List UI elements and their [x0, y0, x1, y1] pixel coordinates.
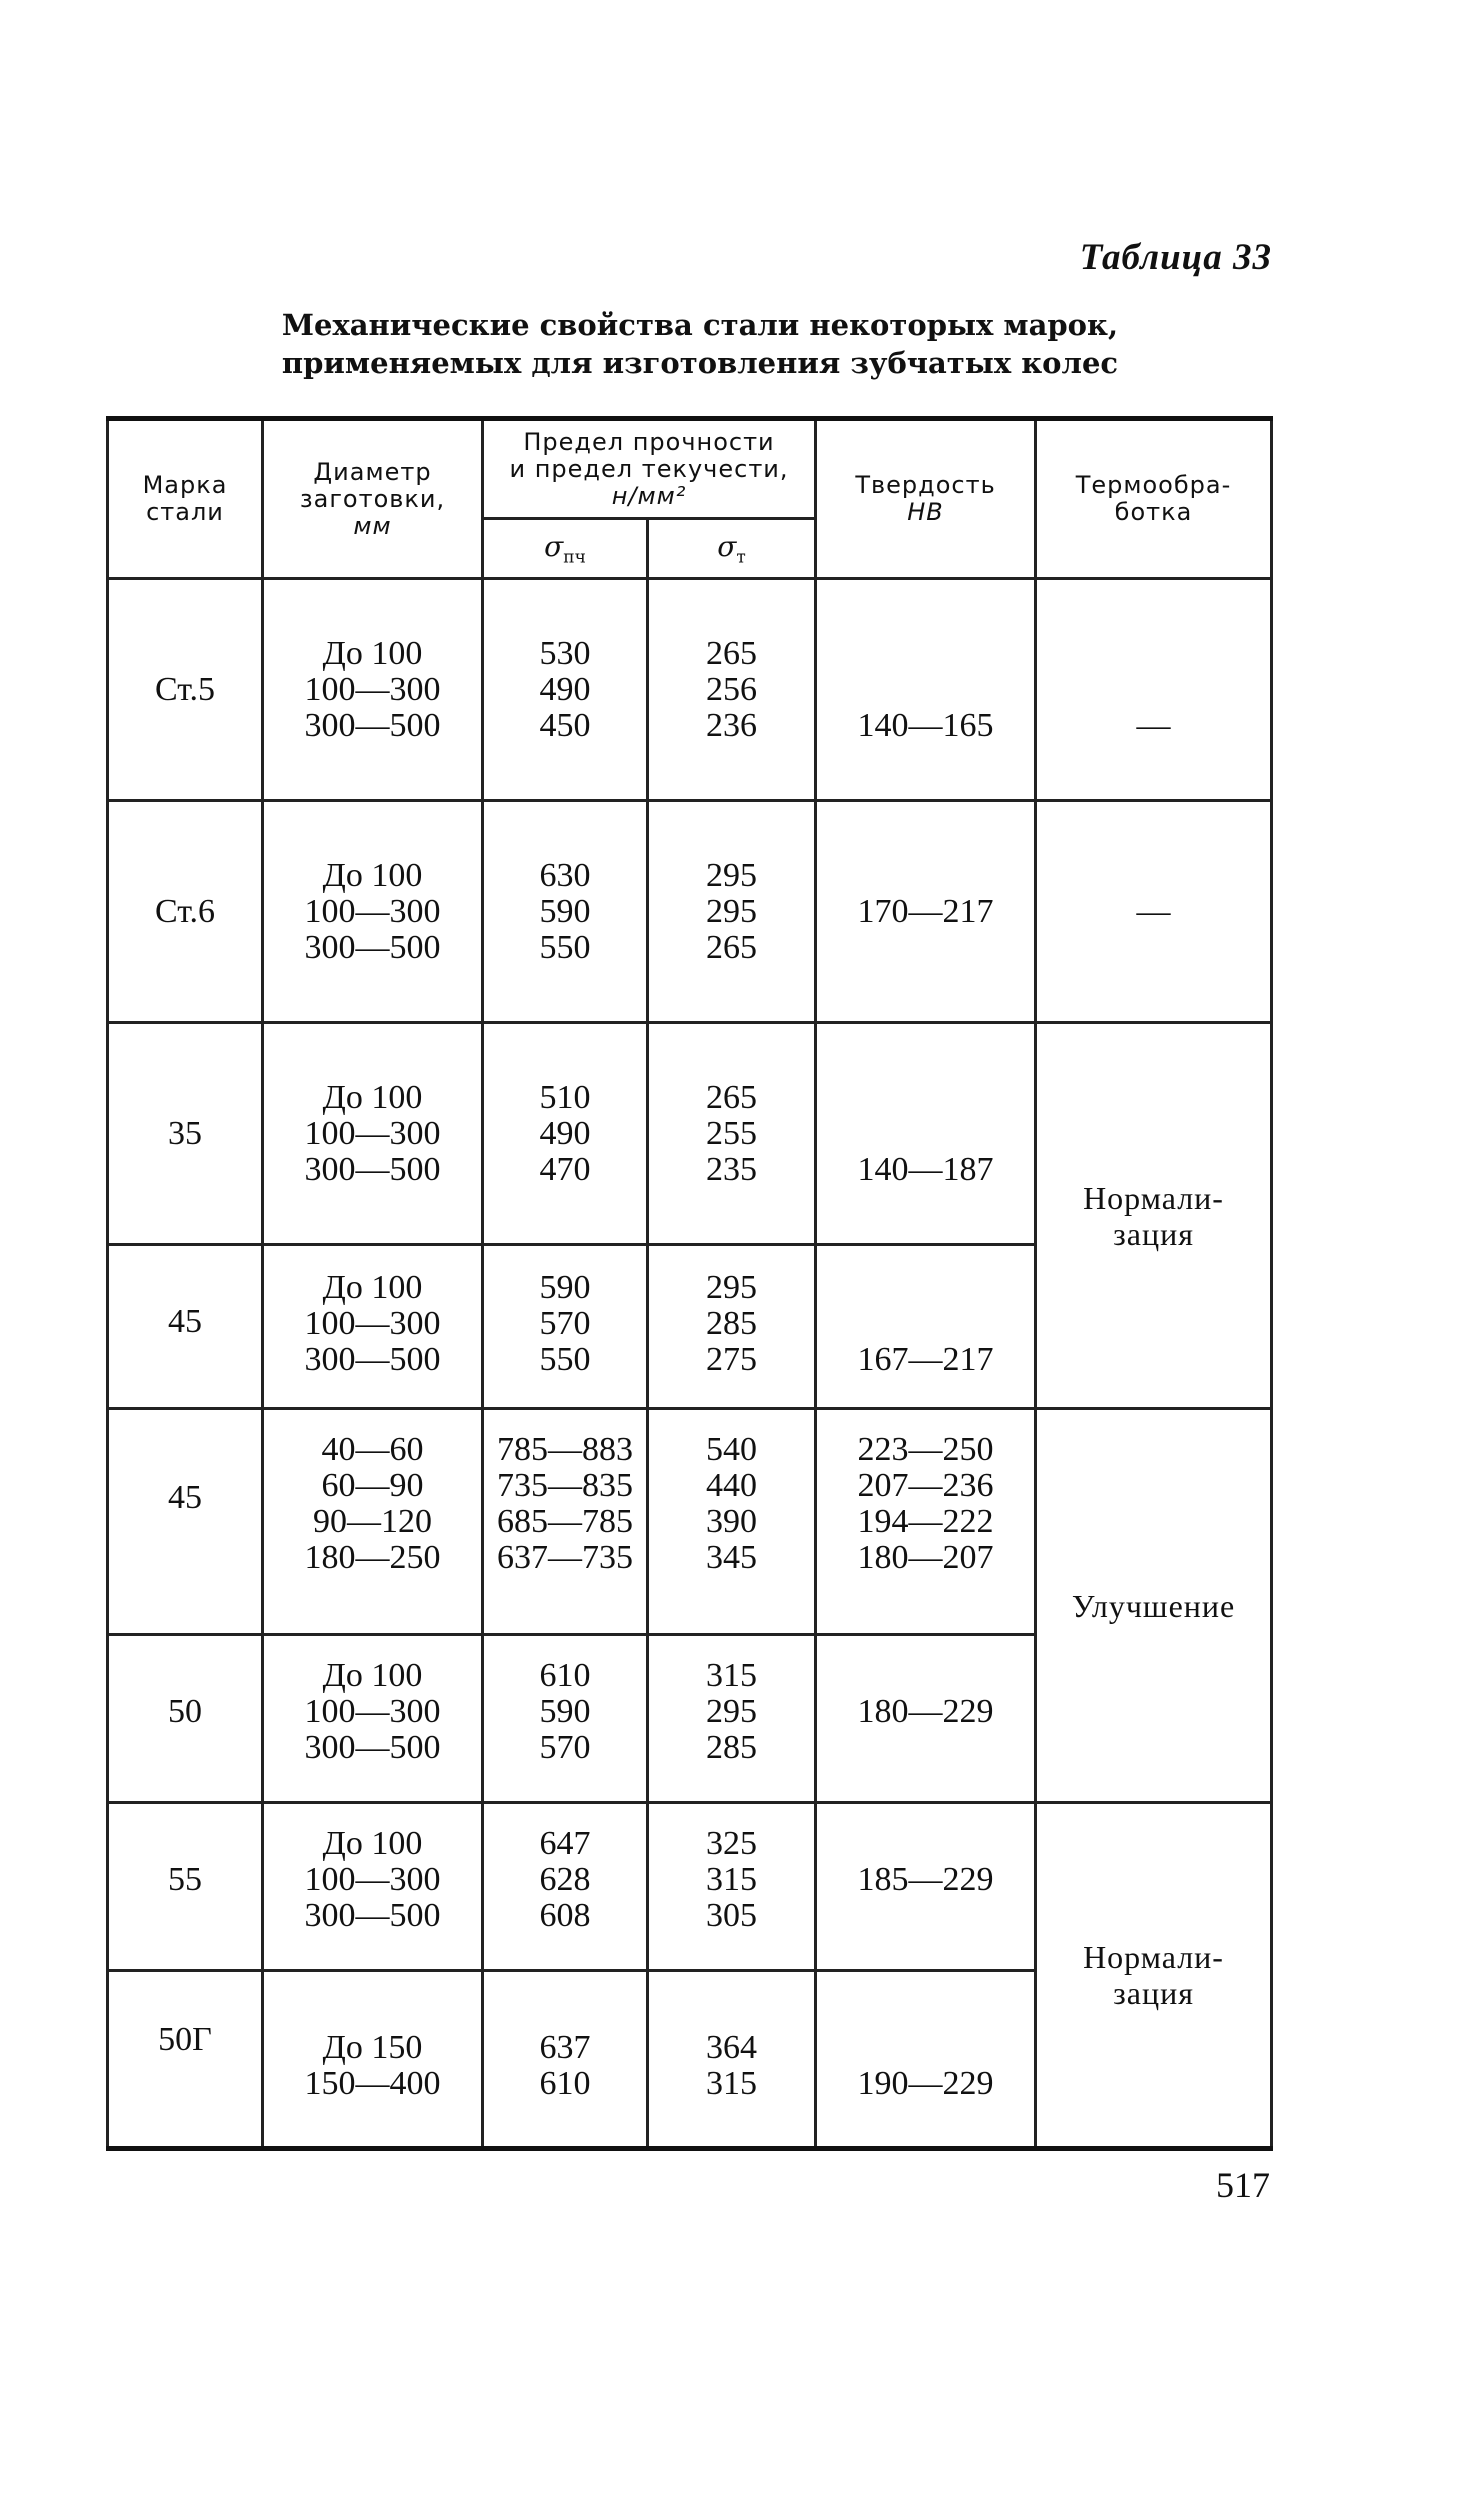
- heat-treatment-cell: Нормали- зация: [1036, 1803, 1272, 2149]
- heat-treatment-cell: —: [1036, 801, 1272, 1023]
- sigma-yield-cell: 315 295 285: [648, 1635, 816, 1803]
- hardness-cell: 140—165: [816, 579, 1036, 801]
- table-title-line: Механические свойства стали некоторых марок,: [281, 308, 1119, 342]
- heat-treatment-cell: —: [1036, 579, 1272, 801]
- table-label: Таблица 33: [1079, 237, 1272, 278]
- grade-cell: 35: [108, 1023, 263, 1245]
- sigma-yield-cell: 325 315 305: [648, 1803, 816, 1971]
- heat-treatment-cell: Нормали- зация: [1036, 1023, 1272, 1409]
- diameter-cell: До 100 100—300 300—500: [263, 1023, 483, 1245]
- table-row: [108, 1023, 1272, 1245]
- diameter-cell: До 100 100—300 300—500: [263, 579, 483, 801]
- diameter-cell: До 100 100—300 300—500: [263, 801, 483, 1023]
- table-title-line: применяемых для изготовления зубчатых колес: [281, 346, 1119, 380]
- header-sigma-ultimate: $\sigma_{пч}$: [483, 519, 648, 579]
- header-grade: Марка стали: [108, 419, 263, 579]
- hardness-cell: 185—229: [816, 1803, 1036, 1971]
- steel-properties-table: [106, 416, 1273, 2151]
- sigma-yield-cell: 540 440 390 345: [648, 1409, 816, 1635]
- heat-treatment-cell: Улучшение: [1036, 1409, 1272, 1803]
- table-row: [108, 579, 1272, 801]
- sigma-ultimate-cell: 637 610: [483, 1971, 648, 2149]
- grade-cell: Ст.6: [108, 801, 263, 1023]
- hardness-cell: 170—217: [816, 801, 1036, 1023]
- sigma-yield-cell: 295 285 275: [648, 1245, 816, 1409]
- header-row: [108, 419, 1272, 519]
- grade-cell: Ст.5: [108, 579, 263, 801]
- sigma-ultimate-cell: 647 628 608: [483, 1803, 648, 1971]
- grade-cell: 50Г: [108, 1971, 263, 2149]
- grade-cell: 50: [108, 1635, 263, 1803]
- header-sigma-yield: $\sigma_т$: [648, 519, 816, 579]
- page-number: 517: [1216, 2165, 1270, 2205]
- diameter-cell: До 100 100—300 300—500: [263, 1635, 483, 1803]
- sigma-yield-cell: 265 256 236: [648, 579, 816, 801]
- grade-cell: 45: [108, 1409, 263, 1635]
- header-diameter: Диаметр заготовки, мм: [263, 419, 483, 579]
- diameter-cell: До 100 100—300 300—500: [263, 1803, 483, 1971]
- sigma-ultimate-cell: 530 490 450: [483, 579, 648, 801]
- header-heat-treatment: Термообра- ботка: [1036, 419, 1272, 579]
- hardness-cell: 140—187: [816, 1023, 1036, 1245]
- header-hardness: Твердость НВ: [816, 419, 1036, 579]
- table-row: [108, 1803, 1272, 1971]
- hardness-cell: 167—217: [816, 1245, 1036, 1409]
- sigma-ultimate-cell: 630 590 550: [483, 801, 648, 1023]
- hardness-cell: 223—250 207—236 194—222 180—207: [816, 1409, 1036, 1635]
- diameter-cell: 40—60 60—90 90—120 180—250: [263, 1409, 483, 1635]
- grade-cell: 45: [108, 1245, 263, 1409]
- table-row: [108, 1409, 1272, 1635]
- diameter-cell: До 100 100—300 300—500: [263, 1245, 483, 1409]
- hardness-cell: 190—229: [816, 1971, 1036, 2149]
- table-row: [108, 801, 1272, 1023]
- grade-cell: 55: [108, 1803, 263, 1971]
- table-title: [240, 306, 1160, 382]
- sigma-yield-cell: 265 255 235: [648, 1023, 816, 1245]
- sigma-ultimate-cell: 510 490 470: [483, 1023, 648, 1245]
- sigma-ultimate-cell: 610 590 570: [483, 1635, 648, 1803]
- sigma-ultimate-cell: 590 570 550: [483, 1245, 648, 1409]
- hardness-cell: 180—229: [816, 1635, 1036, 1803]
- sigma-yield-cell: 295 295 265: [648, 801, 816, 1023]
- header-strength: Предел прочности и предел текучести, н/мм²: [483, 419, 816, 519]
- sigma-yield-cell: 364 315: [648, 1971, 816, 2149]
- sigma-ultimate-cell: 785—883 735—835 685—785 637—735: [483, 1409, 648, 1635]
- diameter-cell: До 150 150—400: [263, 1971, 483, 2149]
